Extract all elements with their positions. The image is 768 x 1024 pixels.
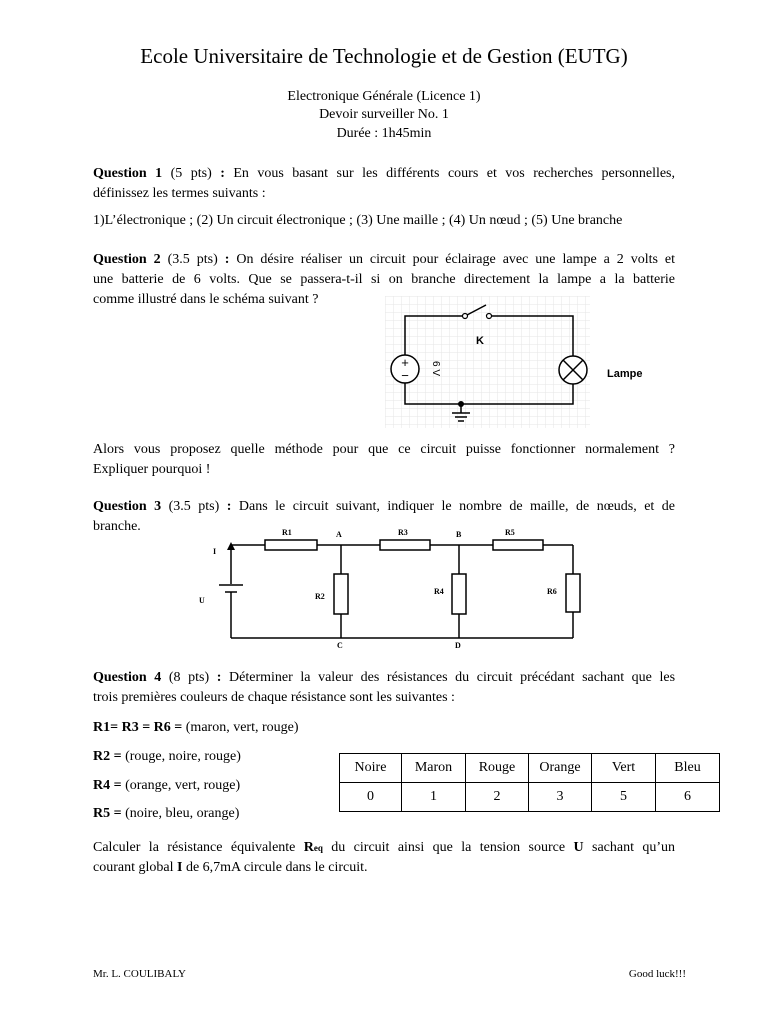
table-cell: 2	[466, 783, 529, 812]
resistor-row-4-colors: (noire, bleu, orange)	[125, 806, 240, 821]
question-2-points: (3.5 pts)	[167, 252, 218, 267]
req-subscript: eq	[313, 843, 323, 853]
resistor-row-1-colors: (maron, vert, rouge)	[185, 720, 299, 735]
question-2-followup-1: Alors vous proposez quelle méthode pour que ce circuit puisse fonctionner normalement ?	[93, 442, 675, 457]
table-cell: 3	[529, 783, 592, 812]
question-3: Question 3 (3.5 pts) : Dans le circuit suivant, indiquer le nombre de maille, de nœuds, et de branche.	[93, 497, 675, 537]
current-label: I	[213, 547, 217, 556]
calc-text-5: de 6,7mA circule dans le circuit.	[185, 860, 368, 875]
resistor-row-3-name: R4 =	[93, 778, 122, 793]
duration: Durée : 1h45min	[336, 126, 432, 141]
table-cell: Rouge	[466, 754, 529, 783]
color-code-table	[339, 753, 720, 812]
resistor-row-1-name: R1= R3 = R6 =	[93, 720, 183, 735]
question-4-text: Déterminer la valeur des résistances du circuit précédant sachant que les	[229, 670, 676, 685]
table-cell: Orange	[529, 754, 592, 783]
exam-title: Devoir surveiller No. 1	[319, 107, 449, 122]
r6-label: R6	[547, 587, 557, 596]
resistor-row-2-colors: (rouge, noire, rouge)	[125, 749, 241, 764]
node-c-label: C	[337, 641, 343, 650]
calc-text-1: Calculer la résistance équivalente	[93, 840, 296, 855]
question-3-text-2: branche.	[93, 519, 141, 534]
table-cell: 0	[340, 783, 402, 812]
node-d-label: D	[455, 641, 461, 650]
question-3-text: Dans le circuit suivant, indiquer le nombre de maille, de nœuds, et de	[238, 499, 676, 514]
question-4-calc	[93, 838, 675, 878]
resistor-row-2	[93, 749, 241, 765]
u-symbol: U	[573, 840, 584, 855]
question-1: Question 1 (5 pts) : En vous basant sur les différents cours et vos recherches personnelles, définissez les termes suivants :	[93, 164, 675, 204]
resistor-row-4	[93, 806, 239, 822]
question-3-label: Question 3	[93, 499, 162, 514]
r4-label: R4	[434, 587, 444, 596]
switch-label: K	[476, 335, 484, 347]
table-cell: Maron	[402, 754, 466, 783]
table-cell: 6	[656, 783, 720, 812]
question-4: Question 4 (8 pts) : Déterminer la valeur des résistances du circuit précédant sachant que les trois premières couleurs de chaque résistance sont les suivantes :	[93, 668, 675, 708]
node-b-label: B	[456, 530, 462, 539]
r5-label: R5	[505, 528, 515, 537]
resistor-row-4-name: R5 =	[93, 806, 122, 821]
table-row	[340, 783, 720, 812]
resistor-row-3-colors: (orange, vert, rouge)	[125, 778, 241, 793]
footer-author: Mr. L. COULIBALY	[93, 968, 187, 980]
question-2-text-2: une batterie de 6 volts. Que se passera-t-il si on branche directement la lampe a la batterie	[93, 272, 675, 287]
svg-text:−: −	[401, 368, 409, 383]
table-cell: 5	[592, 783, 656, 812]
resistor-row-2-name: R2 =	[93, 749, 122, 764]
resistor-row-1	[93, 720, 299, 736]
question-1-points: (5 pts)	[170, 166, 212, 181]
node-a-label: A	[336, 530, 342, 539]
table-cell: 1	[402, 783, 466, 812]
r3-label: R3	[398, 528, 408, 537]
resistor-network-diagram	[195, 524, 595, 654]
r1-label: R1	[282, 528, 292, 537]
lamp-circuit-diagram	[385, 296, 665, 428]
lamp-label: Lampe	[607, 368, 643, 380]
question-3-points: (3.5 pts)	[168, 499, 220, 514]
question-1-terms: 1)L’électronique ; (2) Un circuit électronique ; (3) Une maille ; (4) Un nœud ; (5) Une branche	[93, 213, 623, 228]
question-2-followup	[93, 440, 675, 480]
question-1-text-2: définissez les termes suivants :	[93, 186, 266, 201]
question-4-label: Question 4	[93, 670, 162, 685]
calc-text-4: courant global	[93, 860, 174, 875]
svg-text:+: +	[401, 355, 409, 370]
table-cell: Noire	[340, 754, 402, 783]
school-title: Ecole Universitaire de Technologie et de Gestion (EUTG)	[140, 44, 628, 68]
r2-label: R2	[315, 592, 325, 601]
question-2-text: On désire réaliser un circuit pour éclairage avec une lampe a 2 volts et	[236, 252, 676, 267]
question-2-followup-2: Expliquer pourquoi !	[93, 462, 211, 477]
question-1-text: En vous basant sur les différents cours et vos recherches personnelles,	[233, 166, 676, 181]
question-2-text-3: comme illustré dans le schéma suivant ?	[93, 292, 319, 307]
question-1-label: Question 1	[93, 166, 163, 181]
footer-closing: Good luck!!!	[628, 968, 686, 980]
table-row	[340, 754, 720, 783]
question-2-label: Question 2	[93, 252, 161, 267]
source-label: U	[199, 596, 205, 605]
calc-text-2: du circuit ainsi que la tension source	[331, 840, 566, 855]
question-4-points: (8 pts)	[168, 670, 210, 685]
resistor-row-3	[93, 778, 240, 794]
req-symbol: R	[303, 840, 314, 855]
table-cell: Bleu	[656, 754, 720, 783]
table-cell: Vert	[592, 754, 656, 783]
question-4-text-2: trois premières couleurs de chaque résistance sont les suivantes :	[93, 690, 455, 705]
calc-text-3: sachant qu’un	[592, 840, 676, 855]
question-2: Question 2 (3.5 pts) : On désire réaliser un circuit pour éclairage avec une lampe a 2 volts et une batterie de 6 volts. Que se passera-t-il si on branche directement la lampe a la batterie comme illustré dans le schéma suivant ?	[93, 250, 675, 310]
course-title: Electronique Générale (Licence 1)	[287, 89, 481, 104]
i-symbol: I	[176, 860, 183, 875]
battery-voltage-label: 6 V	[430, 361, 441, 377]
